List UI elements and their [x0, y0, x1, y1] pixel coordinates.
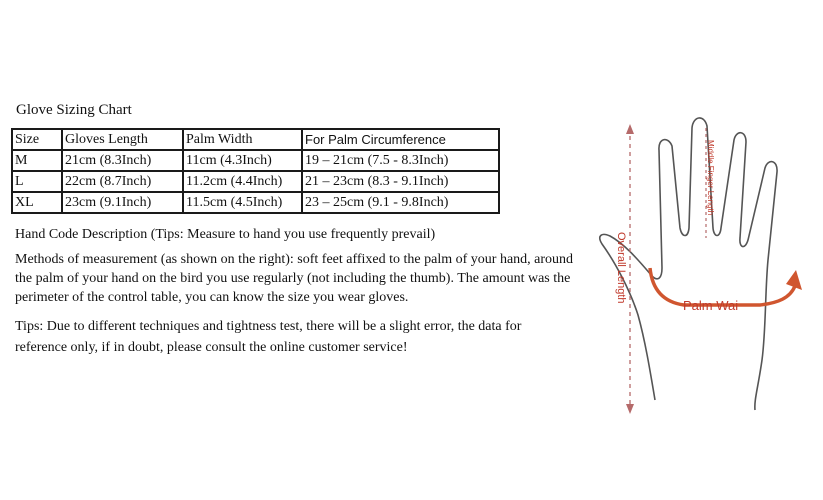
- chart-title: Glove Sizing Chart: [16, 102, 132, 118]
- cell-palm-circumference: 19 – 21cm (7.5 - 8.3Inch): [302, 150, 499, 171]
- cell-size: XL: [12, 192, 62, 213]
- cell-size: L: [12, 171, 62, 192]
- cell-gloves-length: 22cm (8.7Inch): [62, 171, 183, 192]
- methods-paragraph: Methods of measurement (as shown on the right): soft feet affixed to the palm of your hand, around the palm of your hand on the bird you use regularly (not including the thumb). The amount was the perimeter of the control table, you can know the size you wear gloves.: [15, 252, 574, 305]
- palm-label: Palm Wai: [683, 298, 739, 313]
- header-palm-circumference: For Palm Circumference: [302, 129, 499, 150]
- header-size: Size: [12, 129, 62, 150]
- hand-measurement-diagram: [590, 110, 823, 430]
- middle-finger-label: Middle Finger Length: [706, 140, 715, 216]
- size-table: [11, 128, 500, 214]
- cell-palm-circumference: 23 – 25cm (9.1 - 9.8Inch): [302, 192, 499, 213]
- overall-length-arrow-bottom: [626, 404, 634, 414]
- cell-palm-circumference: 21 – 23cm (8.3 - 9.1Inch): [302, 171, 499, 192]
- cell-palm-width: 11cm (4.3Inch): [183, 150, 302, 171]
- cell-palm-width: 11.2cm (4.4Inch): [183, 171, 302, 192]
- header-gloves-length: Gloves Length: [62, 129, 183, 150]
- table-row: [12, 171, 499, 192]
- header-palm-width: Palm Width: [183, 129, 302, 150]
- cell-gloves-length: 23cm (9.1Inch): [62, 192, 183, 213]
- table-row: [12, 150, 499, 171]
- cell-gloves-length: 21cm (8.3Inch): [62, 150, 183, 171]
- table-header-row: [12, 129, 499, 150]
- cell-size: M: [12, 150, 62, 171]
- table-row: [12, 192, 499, 213]
- overall-length-arrow-top: [626, 124, 634, 134]
- hand-code-description: Hand Code Description (Tips: Measure to hand you use frequently prevail): [15, 227, 436, 242]
- cell-palm-width: 11.5cm (4.5Inch): [183, 192, 302, 213]
- overall-length-label: Overall Length: [615, 232, 627, 304]
- palm-arrow-head: [786, 270, 802, 290]
- tips-paragraph: Tips: Due to different techniques and tightness test, there will be a slight error, the data for reference only, if in doubt, please consult the online customer service!: [15, 319, 522, 355]
